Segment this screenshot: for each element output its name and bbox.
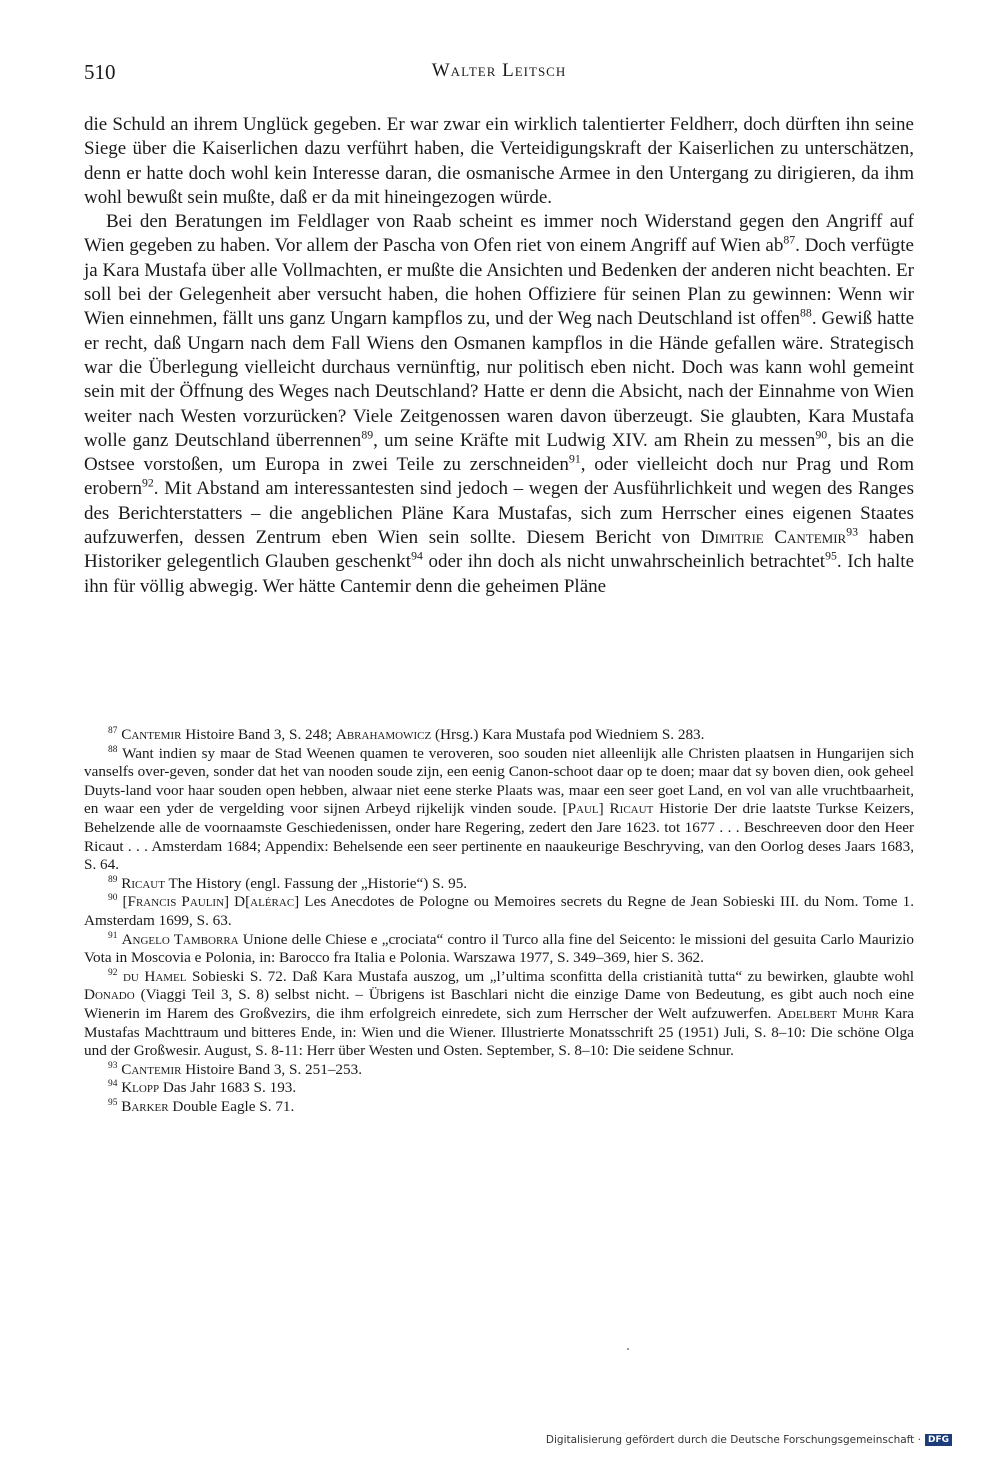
- footnote-ref-88: 88: [800, 307, 812, 321]
- footnote-ref-93: 93: [846, 525, 858, 539]
- footnote-89: [84, 875, 914, 894]
- text-segment: haben Historiker gelegentlich Glauben geschenkt: [84, 527, 914, 573]
- main-text: [84, 113, 914, 599]
- footnote-number: 94: [108, 1079, 118, 1090]
- footnote-94: [84, 1079, 914, 1098]
- footnote-93: [84, 1061, 914, 1080]
- footnote-text: Want indien sy maar de Stad Weenen quamen te veroveren, soo souden niet alleenlijk alle Christen plaatsen in Hungarijen sich vanselfs over-geven, sonder dat het van nooden soude zijn, een eenig Canon-schoot daar op te doen; maar dat sy boven dien, ook geheel Duyts-land voor haar souden open hebben, alwaar niet eene sterke Plaats was, maar een seer goet Land, en vol van alle vruchtbaarheit, en waar een yder de vergelding voor sijnen Arbeyd rijkelijk vinden soude.: [84, 744, 914, 818]
- footnote-ref-94: 94: [411, 550, 423, 564]
- footnote-author: Abrahamowicz: [335, 726, 432, 743]
- digitization-credit: [546, 1434, 952, 1446]
- text-segment: . Mit Abstand am interessantesten sind jedoch – wegen der Ausführlichkeit und wegen des Ranges des Berichterstatters – die angeblichen Pläne Kara Mustafas, sich zum Herrscher eines eigenen Staates aufzuwerfen, dessen Zentrum eben Wien sein sollte. Diesem Bericht von: [84, 478, 914, 549]
- footnote-author: Cantemir: [121, 726, 182, 743]
- footnote-88: [84, 745, 914, 875]
- footnotes: [84, 726, 914, 1116]
- footnote-ref-87: 87: [783, 234, 796, 248]
- footnote-ref-91: 91: [568, 452, 581, 466]
- text-segment: . Doch verfügte ja Kara Mustafa über alle Vollmachten, er mußte die Ansichten und Bedenken der anderen nicht beachten. Er soll bei der Gelegenheit aber versucht haben, die hohen Offiziere für seinen Plan zu gewinnen: Wenn wir Wien einnehmen, fällt uns ganz Ungarn kampflos zu, und der Weg nach Deutschland ist offen: [84, 235, 914, 330]
- footnote-91: [84, 931, 914, 968]
- footnote-author: Klopp: [121, 1079, 160, 1097]
- footnote-author: Adelbert Muhr: [776, 1004, 879, 1022]
- text-segment: oder ihn doch als nicht unwahrscheinlich betrachtet: [422, 551, 826, 573]
- footnote-ref-92: 92: [142, 477, 154, 491]
- footnote-90: [84, 893, 914, 930]
- footnote-ref-90: 90: [815, 428, 828, 442]
- text-segment: . Gewiß hatte er recht, daß Ungarn nach dem Fall Wiens den Osmanen kampflos in die Hände gefallen wäre. Strategisch war die Überlegung vielleicht durchaus vernünftig, nur politisch eben nicht. Doch was kann wohl gemeint sein mit der Öffnung des Weges nach Deutschland? Hatte er denn die Absicht, nach der Einnahme von Wien weiter nach Westen vorzurücken? Viele Zeitgenossen waren davon überzeugt. Sie glaubten, Kara Mustafa wolle ganz Deutschland überrennen: [84, 308, 914, 451]
- text-segment: , oder vielleicht doch nur Prag und Rom erobern: [84, 454, 914, 500]
- footnote-text: Das Jahr 1683 S. 193.: [159, 1079, 297, 1097]
- footnote-author: Barker: [121, 1097, 169, 1115]
- footnote-author: Donado: [84, 986, 135, 1004]
- footnote-author: Cantemir: [121, 1060, 182, 1078]
- footnote-number: 88: [108, 744, 118, 755]
- footnote-number: 91: [108, 930, 118, 941]
- footnote-text: (Hrsg.) Kara Mustafa pod Wiedniem S. 283.: [431, 726, 705, 743]
- text-segment: Bei den Beratungen im Feldlager von Raab scheint es immer noch Widerstand gegen den Angriff auf Wien gegeben zu haben. Vor allem der Pascha von Ofen riet von einem Angriff auf Wien ab: [84, 211, 914, 257]
- footnote-95: [84, 1098, 914, 1117]
- text-segment: , um seine Kräfte mit Ludwig XIV. am Rhein zu messen: [373, 429, 816, 451]
- page-number: 510: [84, 60, 116, 84]
- footnote-text: Les Anecdotes de Pologne ou Memoires secrets du Regne de Jean Sobieski III. du Nom. Tome 1. Amsterdam 1699, S. 63.: [84, 893, 914, 929]
- text-segment: . Ich halte ihn für völlig abwegig. Wer hätte Cantemir denn die geheimen Pläne: [84, 551, 914, 597]
- footnote-text: Kara Mustafas Machttraum und bitteres Ende, in: Wien und die Wiener. Illustrierte Monatsschrift 25 (1951) Juli, S. 8–10: Die schöne Olga und der Großwesir. August, S. 8-11: Herr über Westen und Osten. September, S. 8–10: Die seidene Schnur.: [84, 1004, 914, 1060]
- footnote-author: [Paul] Ricaut: [562, 800, 654, 818]
- footnote-number: 90: [108, 893, 118, 904]
- footnote-author: Ricaut: [121, 874, 165, 892]
- scan-speck: [627, 1348, 629, 1350]
- footnote-author: [Francis Paulin] D[alérac]: [122, 893, 300, 911]
- author-name: Dimitrie Cantemir: [700, 527, 847, 549]
- credit-text: Digitalisierung gefördert durch die Deutsche Forschungsgemeinschaft ·: [545, 1434, 921, 1446]
- text-segment: , bis an die Ostsee vorstoßen, um Europa in zwei Teile zu zerschneiden: [84, 429, 914, 476]
- footnote-number: 95: [108, 1097, 118, 1108]
- footnote-92: [84, 968, 914, 1061]
- footnote-87: [84, 726, 914, 745]
- dfg-logo: DFG: [925, 1434, 952, 1446]
- footnote-text: Histoire Band 3, S. 251–253.: [181, 1060, 363, 1078]
- footnote-number: 89: [108, 874, 118, 885]
- footnote-number: 87: [108, 725, 118, 736]
- footnote-text: Historie Der drie laatste Turkse Keizers, Behelzende alle de voornaamste Geschiedenissen, onder hare Regering, zedert den Jare 1623. tot 1677 . . . Beschreeven door den Heer Ricaut . . . Amsterdam 1684; Appendix: Behelsende een seer pertinente en naaukeurige Beschryving, van den Oorlog deses Jaars 1683, S. 64.: [84, 800, 915, 874]
- footnote-author: Angelo Tamborra: [121, 930, 239, 948]
- footnote-author: du Hamel: [122, 967, 187, 985]
- running-head: Walter Leitsch: [431, 60, 567, 81]
- footnote-text: The History (engl. Fassung der „Historie“) S. 95.: [164, 874, 468, 892]
- footnote-number: 93: [108, 1060, 118, 1071]
- page-header: [84, 60, 914, 88]
- footnote-number: 92: [108, 967, 118, 978]
- footnote-ref-89: 89: [361, 428, 374, 442]
- footnote-text: Sobieski S. 72. Daß Kara Mustafa auszog, um „l’ultima sconfitta della cristianità tutta“ zu bewirken, glaubte wohl: [186, 967, 914, 985]
- footnote-text: Double Eagle S. 71.: [168, 1097, 295, 1115]
- footnote-ref-95: 95: [825, 550, 837, 564]
- footnote-text: (Viaggi Teil 3, S. 8) selbst nicht. – Übrigens ist Baschlari nicht die einzige Dame von Bedeutung, es gibt auch noch eine Wienerin im Harem des Großvezirs, die ihm erfolgreich einredete, sich zum Herrscher der Welt aufzuwerfen.: [84, 986, 914, 1022]
- paragraph-1: die Schuld an ihrem Unglück gegeben. Er war zwar ein wirklich talentierter Feldherr, doch dürften ihn seine Siege über die Kaiserlichen dazu verführt haben, die Verteidigungskraft der Kaiserlichen zu unterschätzen, denn er hatte doch wohl kein Interesse daran, die osmanische Armee in den Untergang zu dirigieren, da ihm wohl bewußt sein mußte, daß er da mit hineingezogen würde.: [84, 114, 914, 208]
- paragraph-2: [84, 210, 914, 599]
- footnote-text: Unione delle Chiese e „crociata“ contro il Turco alla fine del Seicento: le missioni del gesuita Carlo Maurizio Vota in Moscovia e Polonia, in: Barocco fra Italia e Polonia. Warszawa 1977, S. 349–369, hier S. 362.: [84, 930, 915, 967]
- footnote-text: Histoire Band 3, S. 248;: [181, 726, 336, 743]
